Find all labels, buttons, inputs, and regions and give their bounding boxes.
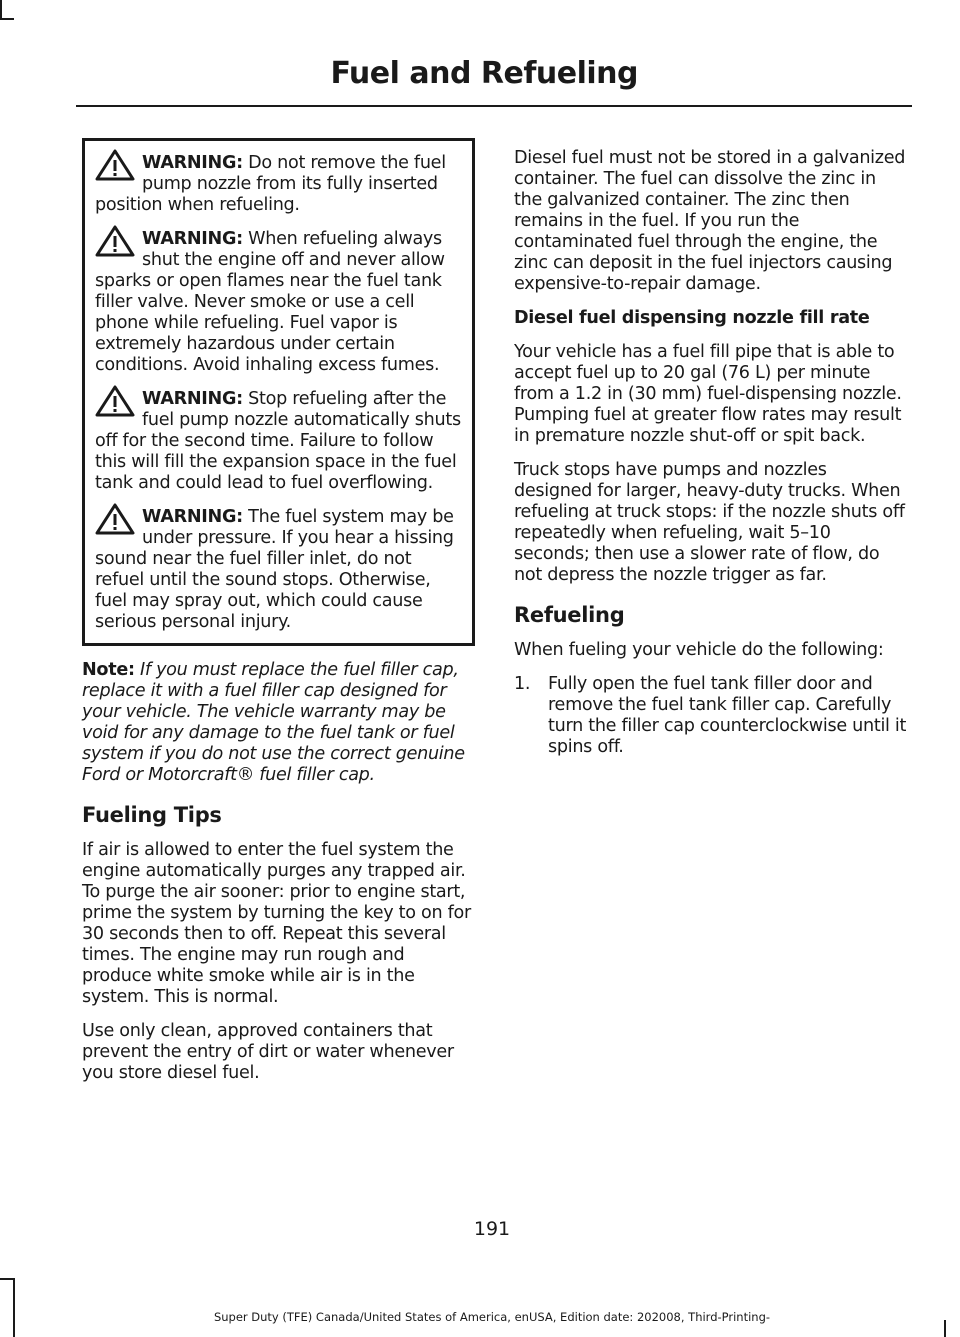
warning-text: Do not remove the fuel pump nozzle from its fully inserted position when refueling. [95,153,446,215]
warning-item [95,389,464,494]
note-text: If you must replace the fuel filler cap, replace it with a fuel filler cap designed for your vehicle. The vehicle warranty may be void for any damage to the fuel tank or fuel system if you do not use the correct genuine Ford or Motorcraft® fuel filler cap. [82,660,465,785]
page-number: 191 [473,1218,511,1240]
warning-triangle-icon [95,503,135,535]
warning-triangle-icon [95,225,135,257]
crop-mark [0,18,14,20]
paragraph: When fueling your vehicle do the following: [514,640,884,660]
warning-label: WARNING: [142,389,243,409]
page-title: Fuel and Refueling [330,56,638,91]
warning-text: When refueling always shut the engine off and never allow sparks or open flames near the fuel tank filler valve. Never smoke or use a cell phone while refueling. Fuel vapor is extremely hazardous under certain conditions. Avoid inhaling excess fumes. [95,229,445,375]
warning-triangle-icon [95,149,135,181]
warning-label: WARNING: [142,507,243,527]
step-number: 1. [514,674,531,694]
warning-item [95,153,464,216]
crop-mark [13,1278,15,1337]
left-column [82,138,475,1097]
warning-label: WARNING: [142,229,243,249]
crop-mark [0,0,2,20]
crop-mark [0,1278,15,1280]
warning-item [95,229,464,376]
paragraph: Your vehicle has a fuel fill pipe that is able to accept fuel up to 20 gal (76 L) per minute from a 1.2 in (30 mm) fuel-dispensing nozzle. Pumping fuel at greater flow rates may result in premature nozzle shut-off or spit back. [514,342,902,446]
header-rule [76,105,912,107]
paragraph: If air is allowed to enter the fuel system the engine automatically purges any trapped air. To purge the air sooner: prior to engine start, prime the system by turning the key to on for 30 seconds then to off. Repeat this several times. The engine may run rough and produce white smoke while air is in the system. This is normal. [82,840,471,1007]
list-item [514,674,909,758]
paragraph: Truck stops have pumps and nozzles designed for larger, heavy-duty trucks. When refueling at truck stops: if the nozzle shuts off repeatedly when refueling, wait 5–10 seconds; then use a slower rate of flow, do not depress the nozzle trigger as far. [514,460,905,585]
note-paragraph [82,660,475,786]
footer-text: Super Duty (TFE) Canada/United States of America, enUSA, Edition date: 202008, Third-Printing- [213,1310,771,1324]
subheading-nozzle-fill-rate: Diesel fuel dispensing nozzle fill rate [514,308,870,328]
section-heading-fueling-tips: Fueling Tips [82,803,222,827]
warning-triangle-icon [95,385,135,417]
section-heading-refueling: Refueling [514,603,625,627]
step-text: Fully open the fuel tank filler door and remove the fuel tank filler cap. Carefully turn the filler cap counterclockwise until it spins off. [548,674,907,757]
warning-box [82,138,475,646]
warning-item [95,507,464,633]
warning-text: Stop refueling after the fuel pump nozzle automatically shuts off for the second time. Failure to follow this will fill the expansion space in the fuel tank and could lead to fuel overflowing. [95,389,461,493]
warning-text: The fuel system may be under pressure. If you hear a hissing sound near the fuel filler inlet, do not refuel until the sound stops. Otherwise, fuel may spray out, which could cause serious personal injury. [95,507,454,632]
paragraph: Use only clean, approved containers that prevent the entry of dirt or water whenever you store diesel fuel. [82,1021,454,1083]
right-column [514,148,909,758]
warning-label: WARNING: [142,153,243,173]
note-label: Note: [82,660,135,680]
paragraph: Diesel fuel must not be stored in a galvanized container. The fuel can dissolve the zinc in the galvanized container. The zinc then remains in the fuel. If you run the contaminated fuel through the engine, the zinc can deposit in the fuel injectors causing expensive-to-repair damage. [514,148,906,294]
